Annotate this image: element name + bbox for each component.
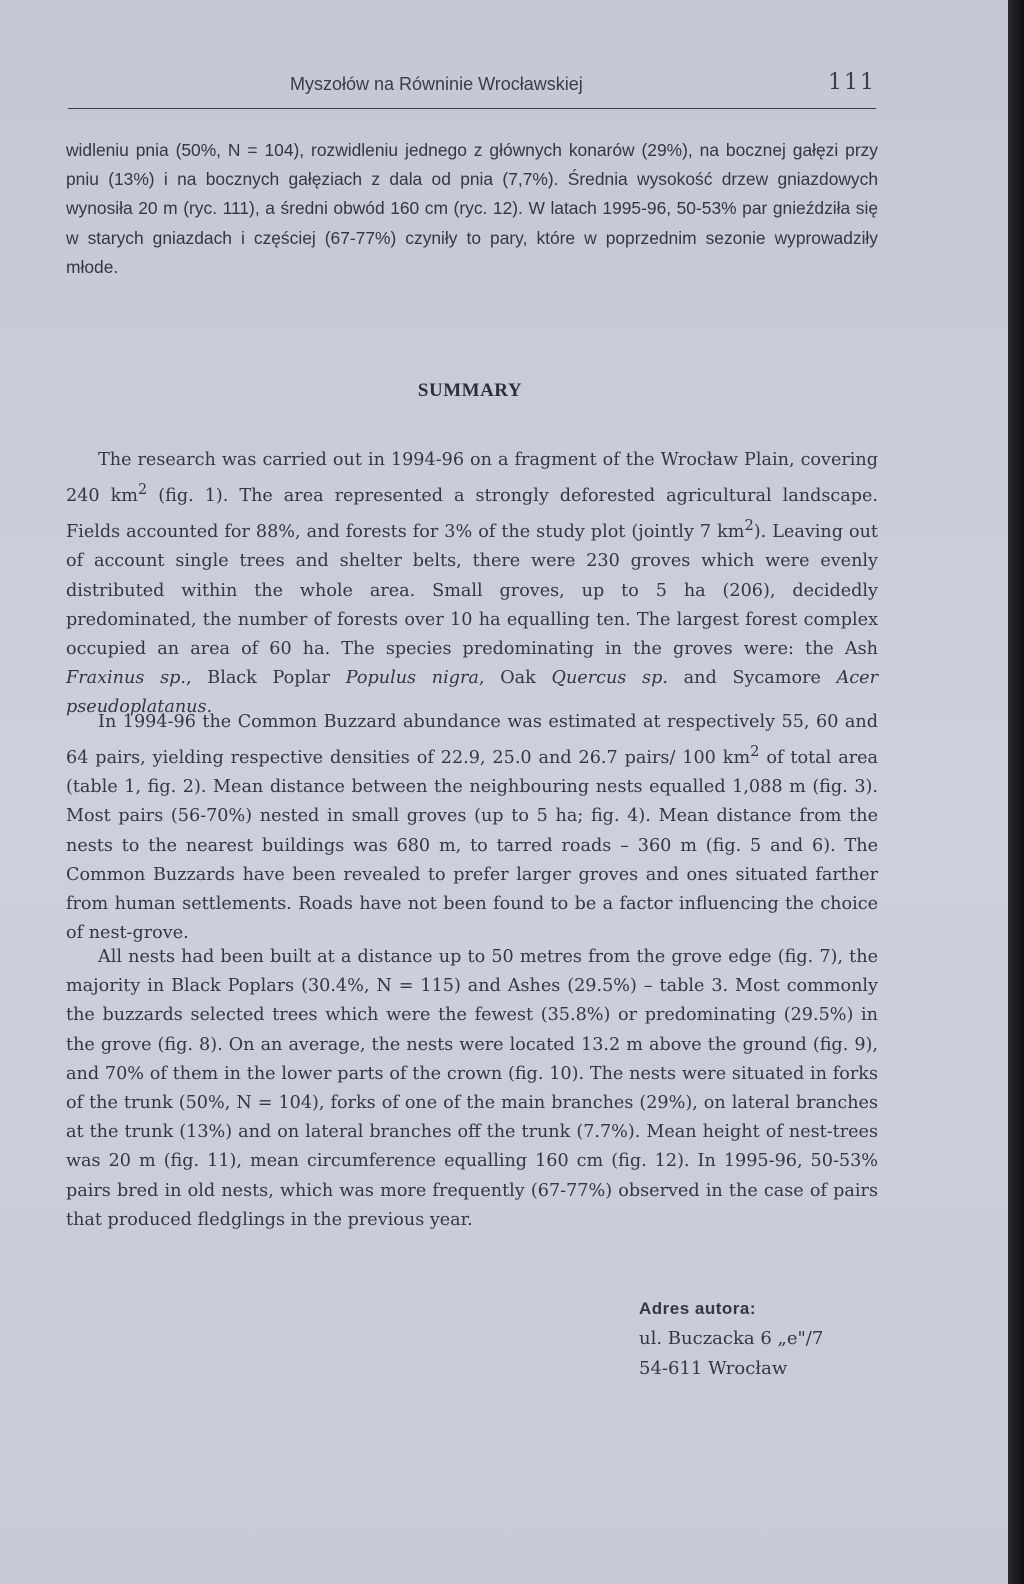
species-name: Populus nigra <box>345 668 479 689</box>
summary-heading: SUMMARY <box>417 380 523 401</box>
superscript: 2 <box>750 743 760 761</box>
species-name: Fraxinus sp. <box>66 668 186 689</box>
address-line-street: ul. Buczacka 6 „e"/7 <box>639 1328 824 1349</box>
summary-paragraph-3: All nests had been built at a distance up to 50 metres from the grove edge (fig. 7), the majority in Black Poplars (30.4%, N = 115) and Ashes (29.5%) – table 3. Most commonly the buzzards selected trees which were the fewest (35.8%) or predominating (29.5%) in the grove (fig. 8). On an average, the nests were located 13.2 m above the ground (fig. 9), and 70% of them in the lower parts of the crown (fig. 10). The nests were situated in forks of the trunk (50%, N = 104), forks of one of the main branches (29%), on lateral branches at the trunk (13%) and on lateral branches off the trunk (7.7%). Mean height of nest-trees was 20 m (fig. 11), mean circumference equalling 160 cm (fig. 12). In 1995-96, 50-53% pairs bred in old nests, which was more frequently (67-77%) observed in the case of pairs that produced fledglings in the previous year. <box>66 947 878 1230</box>
address-title: Adres autora: <box>639 1299 757 1318</box>
address-line-city: 54-611 Wrocław <box>639 1358 788 1379</box>
superscript: 2 <box>744 517 754 535</box>
summary-paragraph-1: The research was carried out in 1994-96 on a fragment of the Wrocław Plain, covering 240 $km^2$ (fig. 1). The area represented a strongly deforested agricultural landscape. Fields accounted for 88%, and forests for 3% of the study plot (jointly 7 $km^2$). Leaving out of account single trees and shelter belts, there were 230 groves which were evenly distributed within the whole area. Small groves, up to 5 ha (206), decidedly predominated, the number of forests over 10 ha equalling ten. The largest forest complex occupied an area of 60 ha. The species predominating in the groves were: the Ash Fraxinus sp., Black Poplar Populus nigra, Oak Quercus sp. and Sycamore Acer pseudoplatanus. <box>66 450 879 718</box>
author-address <box>639 1294 823 1384</box>
running-title: Myszołów na Równinie Wrocławskiej <box>290 74 583 94</box>
page-number: 111 <box>828 70 876 95</box>
summary-paragraph-2: In 1994-96 the Common Buzzard abundance was estimated at respectively 55, 60 and 64 pairs, yielding respective densities of 22.9, 25.0 and 26.7 pairs/ 100 $km^2$ of total area (table 1, fig. 2). Mean distance between the neighbouring nests equalled 1,088 m (fig. 3). Most pairs (56-70%) nested in small groves (up to 5 ha; fig. 4). Mean distance from the nests to the nearest buildings was 680 m, to tarred roads – 360 m (fig. 5 and 6). The Common Buzzards have been revealed to prefer larger groves and ones situated farther from human settlements. Roads have not been found to be a factor influencing the choice of nest-grove. <box>66 712 879 944</box>
page-header <box>68 64 876 109</box>
superscript: 2 <box>137 481 148 499</box>
book-spine-edge <box>1008 0 1024 1584</box>
species-name: Quercus sp. <box>551 668 668 689</box>
polish-text-paragraph: widleniu pnia (50%, N = 104), rozwidleniu jednego z głównych konarów (29%), na bocznej gałęzi przy pniu (13%) i na bocznych gałęziach z dala od pnia (7,7%). Średnia wysokość drzew gniazdowych wynosiła 20 m (ryc. 111), a średni obwód 160 cm (ryc. 12). W latach 1995-96, 50-53% par gnieździła się w starych gniazdach i częściej (67-77%) czyniły to pary, które w poprzednim sezonie wyprowadziły młode. <box>66 140 878 277</box>
species-name: Acer pseudoplatanus <box>66 668 879 718</box>
